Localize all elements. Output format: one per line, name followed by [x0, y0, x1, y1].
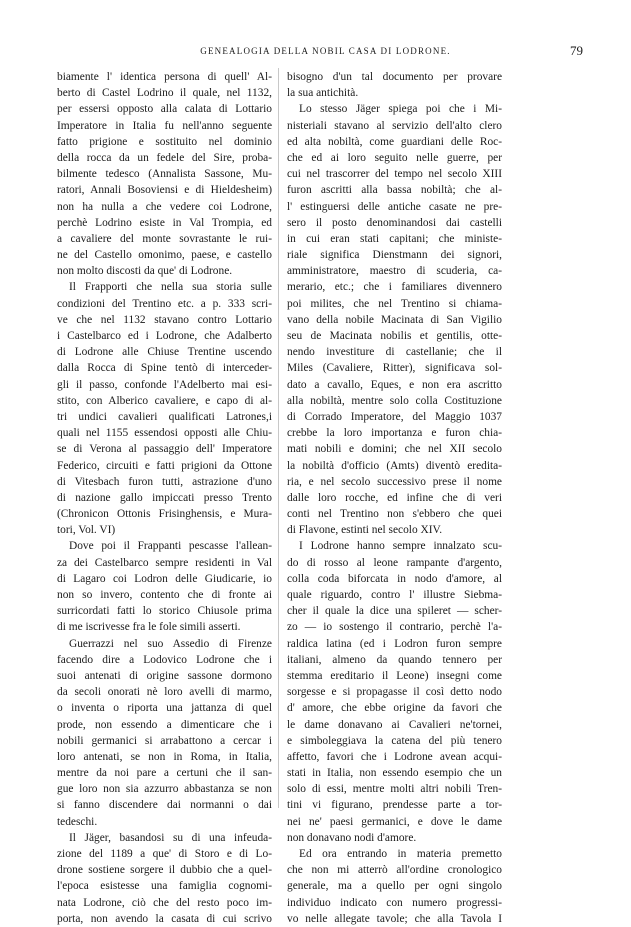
text-line: non donavano nodi d'amore.	[287, 831, 417, 844]
text-line: biamente l' identica persona di quell' Al-	[57, 71, 272, 83]
text-line: d' amore, che ebbe origine da favori che	[287, 702, 502, 715]
text-line: Federico, circuiti e fatti prigioni da Ottone	[57, 459, 272, 472]
text-line: merario, etc.; che i familiares divennero	[287, 281, 502, 294]
text-line: amministratore, maestro di scuderia, ca-	[287, 265, 502, 278]
text-line: dalla Rocca di Spine tentò di interceder-	[57, 362, 272, 375]
text-line: Lo stesso Jäger spiega poi che i Mi-	[299, 103, 502, 116]
text-line: le dame donavano ai Cavalieri ne'tornei,	[287, 718, 502, 731]
text-line: nei ne' paesi germanici, e dove le dame	[287, 815, 502, 828]
text-line: l'epoca esistesse una famiglia cognomi-	[57, 880, 272, 893]
text-line: surricordati fatti lo storico Chiusole prima	[57, 605, 272, 618]
text-line: Il Jäger, basandosi su di una infeuda-	[69, 831, 272, 844]
text-line: raldica latina (ed i Lodron furon sempre	[287, 637, 502, 650]
text-line: drone sostiene sorgere il dubbio che a quel-	[57, 864, 272, 877]
text-line: porta, non avendo la casata di cui scrivo	[57, 912, 272, 925]
text-line: di nazione gallo impiccati presso Trento	[57, 491, 272, 504]
text-line: ratori, Annali Bosoviensi e di Hieldesheim)	[57, 184, 272, 197]
text-line: in cui eran stati capitani; che ministe-	[287, 232, 502, 245]
text-line: za dei Castelbarco sempre residenti in Val	[57, 556, 272, 569]
text-line: Imperatore in Italia fu nell'anno seguente	[57, 119, 272, 132]
text-line: tini vi figurano, prendesse parte a tor-	[287, 799, 502, 812]
page-number: 79	[570, 43, 583, 58]
text-line: i Castelbarco ed i Lodrone, che Adalberto	[57, 330, 272, 342]
text-line: mentre da noi pare a certuni che il san-	[57, 767, 272, 780]
text-line: di Vitesbach furon tutti, astrazione d'uno	[57, 475, 272, 488]
text-line: riale significa Dienstmann dei signori,	[287, 249, 502, 262]
text-line: della rocca da un fedele del Sire, proba-	[57, 151, 272, 164]
text-line: mati nobili e domini; che nel XII secolo	[287, 443, 502, 456]
text-line: nobili germanici si arrabattono a cercar i	[57, 734, 272, 747]
text-line: che non mi atterrò all'ordine cronologico	[287, 864, 502, 877]
text-line: ne del Castello omonimo, paese, e castello	[57, 249, 272, 262]
text-line: tri undici cavalieri qualificati Latrones,i	[57, 410, 272, 423]
text-line: sero il posto denominandosi dai castelli	[287, 216, 502, 229]
text-line: Miles (Cavaliere, Ritter), significava sol-	[287, 362, 502, 375]
column-divider	[278, 68, 279, 808]
text-line: solo di essi, mentre molti altri nobili Tren-	[287, 783, 502, 796]
text-line: non ha nulla a che vedere coi Lodrone,	[57, 200, 272, 213]
text-line: nata Lodrone, ciò che del resto poco im-	[57, 896, 272, 909]
text-line: I Lodrone hanno sempre innalzato scu-	[299, 540, 502, 553]
text-line: stemma ereditario il Leone) insegni come	[287, 669, 502, 682]
text-line: facendo dire a Lodovico Lodrone che i	[57, 653, 272, 666]
text-line: conti nel Trentino non s'ebbero che quei	[287, 508, 502, 521]
text-line: cui nel trascorrer del tempo nel secolo XIII	[287, 168, 502, 181]
text-line: dalle loro rocche, ed infine che di veri	[287, 491, 502, 504]
text-line: affetto, favori che i Lodrone avean acqui-	[287, 750, 502, 763]
text-line: bilmente tedesco (Annalista Sassone, Mu-	[57, 168, 272, 181]
text-line: Ed ora entrando in materia premetto	[299, 848, 502, 860]
text-line: Dove poi il Frappanti pescasse l'allean-	[69, 540, 272, 553]
text-line: prode, non essendo a dimenticare che i	[57, 718, 272, 731]
right-text-column	[287, 69, 502, 927]
text-line: cher il quale la dice una spileret — scher-	[287, 605, 502, 618]
text-line: si fanno discendere dai normanni o dai	[57, 799, 272, 812]
text-line: nendo investiture di castellanie; che il	[287, 346, 502, 359]
text-line: crebbe la loro importanza e furon chia-	[287, 427, 502, 440]
text-line: tori, Vol. VI)	[57, 524, 116, 537]
text-line: poi milites, che nel Trentino si chiama-	[287, 297, 502, 310]
text-line: furon ascritti alla bassa nobiltà; che al-	[287, 184, 502, 197]
text-line: e simboleggiava la catena del più tenero	[287, 734, 502, 747]
running-head	[60, 43, 591, 62]
text-line: non molto discosti da que' di Lodrone.	[57, 265, 233, 278]
text-line: gli il passo, confonde l'Adelberto mai esi-	[57, 378, 272, 391]
text-line: generale, ma a quello per ogni singolo	[287, 880, 502, 893]
text-line: suoi antenati di origine sassone dormono	[57, 669, 272, 682]
text-line: per essersi opposto alla calata di Lottario	[57, 103, 272, 116]
text-line: bisogno d'un tal documento per provare	[287, 71, 502, 83]
text-line: berto di Castel Lodrino il quale, nel 1132,	[57, 87, 272, 100]
text-line: italiani, almeno da quando tennero per	[287, 653, 502, 666]
text-line: di me iscrivesse fra le fole simili asserti.	[57, 621, 241, 634]
text-line: loro antenati, se non in Roma, in Italia,	[57, 750, 272, 763]
text-line: vo nelle allegate tavole; che alla Tavola I	[287, 912, 502, 925]
text-line: zione del 1189 a que' di Storo e di Lo-	[57, 848, 272, 860]
text-line: da secoli onorati nè loro avelli di marmo,	[57, 686, 272, 699]
text-line: l' estinguersi delle antiche casate ne pre-	[287, 200, 502, 213]
text-line: non so invero, contento che di fronte ai	[57, 589, 272, 601]
text-line: stito, con Alberico cavaliere, e capo di al-	[57, 394, 272, 407]
text-line: tedeschi.	[57, 815, 98, 828]
text-line: Guerrazzi nel suo Assedio di Firenze	[69, 637, 272, 650]
text-line: dato a cavallo, Eques, e non era ascritto	[287, 378, 502, 391]
text-line: gue loro non sia azzurro abbastanza se non	[57, 783, 272, 796]
text-line: seu de Macinata nobilis et gentilis, otte-	[287, 330, 502, 342]
text-line: individuo indicato con numero progressi-	[287, 896, 502, 909]
text-line: nisteriali stavano al servizio dell'alto clero	[287, 119, 502, 132]
text-line: (Chronicon Ottonis Frisinghensis, e Mura-	[57, 508, 272, 521]
left-text-column	[57, 69, 272, 927]
text-line: zo — io sostengo il contrario, perchè l'a-	[287, 621, 502, 634]
text-line: perchè Lodrino esiste in Val Trompia, ed	[57, 216, 272, 229]
text-line: se di Verona al passaggio dell' Imperatore	[57, 443, 272, 456]
text-line: che ed ai loro seguito nelle guerre, per	[287, 151, 502, 164]
text-line: Il Frapporti che nella sua storia sulle	[69, 281, 272, 294]
text-line: di Flavone, estinti nel secolo XIV.	[287, 524, 443, 537]
text-line: do di rosso al leone rampante d'argento,	[287, 556, 502, 569]
text-line: di Corrado Imperatore, del Maggio 1037	[287, 410, 502, 423]
page-header-title: GENEALOGIA DELLA NOBIL CASA DI LODRONE.	[200, 46, 451, 56]
text-line: colla coda biforcata in nodo d'amore, al	[287, 572, 502, 585]
text-line: la sua antichità.	[287, 87, 359, 100]
text-line: condizioni del Trentino etc. a p. 333 scri-	[57, 297, 272, 310]
text-line: alla nobiltà, mentre solo colla Costituzione	[287, 394, 502, 407]
text-line: vano della nobile Macinata di San Vigilio	[287, 313, 502, 326]
text-line: di Lagaro coi Lodron delle Giudicarie, io	[57, 572, 272, 585]
text-line: ve che nel 1132 stavano contro Lottario	[57, 313, 272, 326]
text-line: a cavaliere del monte sovrastante le rui-	[57, 232, 272, 245]
text-line: ria, e nel secolo successivo prese il nome	[287, 475, 502, 488]
text-line: quale riguardo, contro l' illustre Siebma-	[287, 589, 502, 601]
text-line: o inventa o riporta una jattanza di quel	[57, 702, 272, 715]
text-line: di Lodrone alle Chiuse Trentine uscendo	[57, 346, 272, 359]
text-line: fatto prigione e sostituito nel dominio	[57, 135, 272, 148]
text-line: ed alta nobiltà, come guardiani delle Roc-	[287, 135, 502, 148]
text-line: stati in Italia, non essendo esempio che un	[287, 767, 502, 780]
text-line: la nobiltà d'officio (Amts) diventò eredita-	[287, 459, 502, 472]
text-line: sorgesse e si propagasse il così detto nodo	[287, 686, 502, 699]
text-line: quali nel 1155 essendosi opposti alle Chiu-	[57, 427, 272, 440]
